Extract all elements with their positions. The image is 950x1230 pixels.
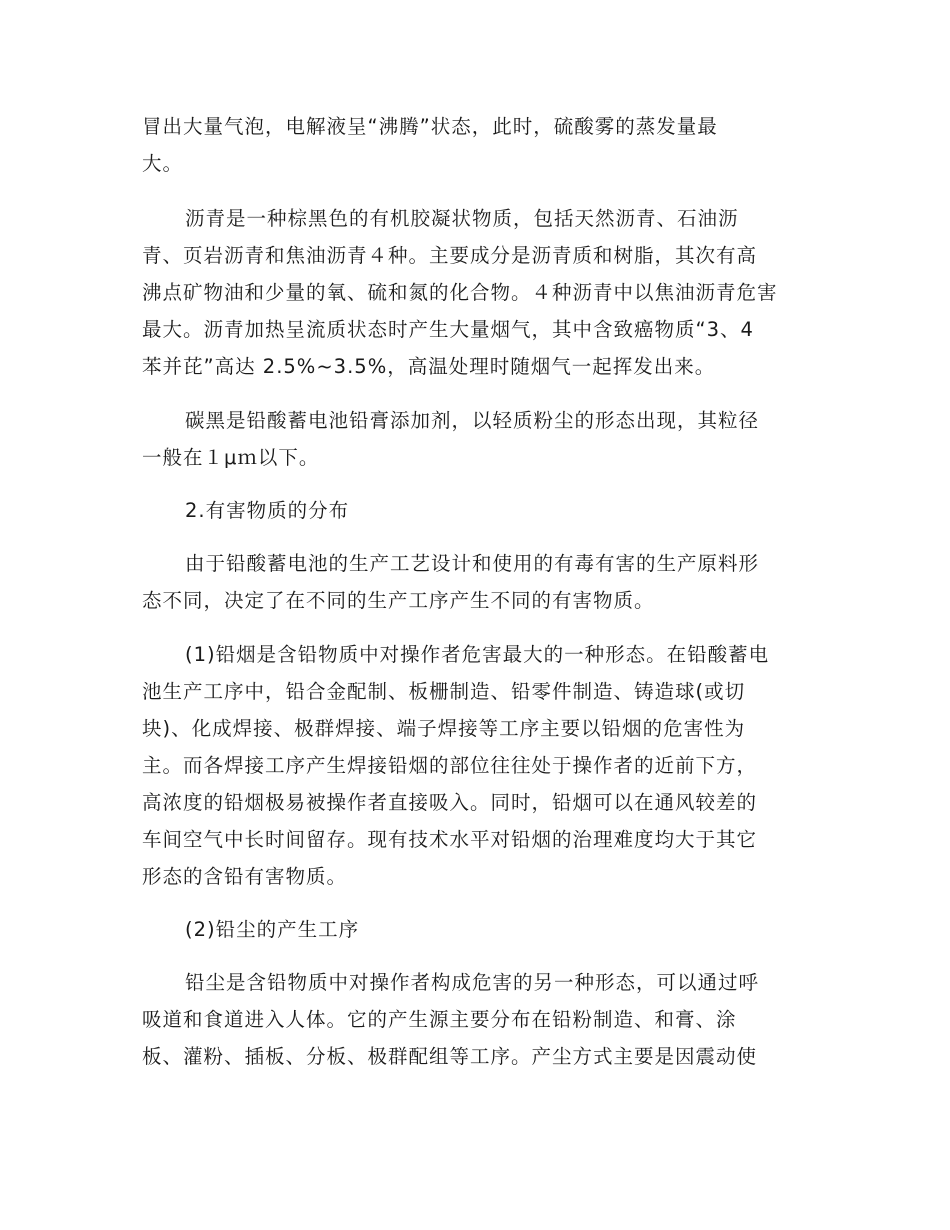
text-line: 由于铅酸蓄电池的生产工艺设计和使用的有毒有害的生产原料形: [185, 552, 760, 575]
text-line: 一般在１μｍ以下。: [142, 446, 320, 469]
text-line: 池生产工序中，铅合金配制、板栅制造、铅零件制造、铸造球(或切: [142, 680, 746, 703]
text-line: 碳黑是铅酸蓄电池铅膏添加剂，以轻质粉尘的形态出现，其粒径: [185, 409, 760, 432]
text-line: 青、页岩沥青和焦油沥青４种。主要成分是沥青质和树脂，其次有高: [142, 244, 758, 267]
section-heading: 2.有害物质的分布: [185, 499, 350, 522]
text-line: 苯并芘”高达 2.5%~3.5%，高温处理时随烟气一起挥发出来。: [142, 355, 716, 378]
text-line: 高浓度的铅烟极易被操作者直接吸入。同时，铅烟可以在通风较差的: [142, 791, 758, 814]
text-line: 车间空气中长时间留存。现有技术水平对铅烟的治理难度均大于其它: [142, 828, 758, 851]
text-line: 铅尘是含铅物质中对操作者构成危害的另一种形态，可以通过呼: [185, 971, 760, 994]
text-line: 沥青是一种棕黑色的有机胶凝状物质，包括天然沥青、石油沥: [185, 207, 739, 230]
text-line: 冒出大量气泡，电解液呈“沸腾”状态，此时，硫酸雾的蒸发量最: [142, 115, 718, 138]
text-line: 主。而各焊接工序产生焊接铅烟的部位往往处于操作者的近前下方，: [142, 754, 758, 777]
text-line: 大。: [142, 152, 184, 175]
text-line: 态不同，决定了在不同的生产工序产生不同的有害物质。: [142, 589, 655, 612]
text-line: 板、灌粉、插板、分板、极群配组等工序。产尘方式主要是因震动使: [142, 1045, 758, 1068]
section-heading: (2)铅尘的产生工序: [185, 918, 360, 941]
text-line: 最大。沥青加热呈流质状态时产生大量烟气，其中含致癌物质“3、4: [142, 318, 754, 341]
text-line: 块)、化成焊接、极群焊接、端子焊接等工序主要以铅烟的危害性为: [142, 717, 746, 740]
text-line: 吸道和食道进入人体。它的产生源主要分布在铅粉制造、和膏、涂: [142, 1008, 737, 1031]
text-line: (1)铅烟是含铅物质中对操作者危害最大的一种形态。在铅酸蓄电: [185, 643, 770, 666]
text-line: 形态的含铅有害物质。: [142, 865, 348, 888]
text-line: 沸点矿物油和少量的氧、硫和氮的化合物。４种沥青中以焦油沥青危害: [142, 281, 778, 304]
